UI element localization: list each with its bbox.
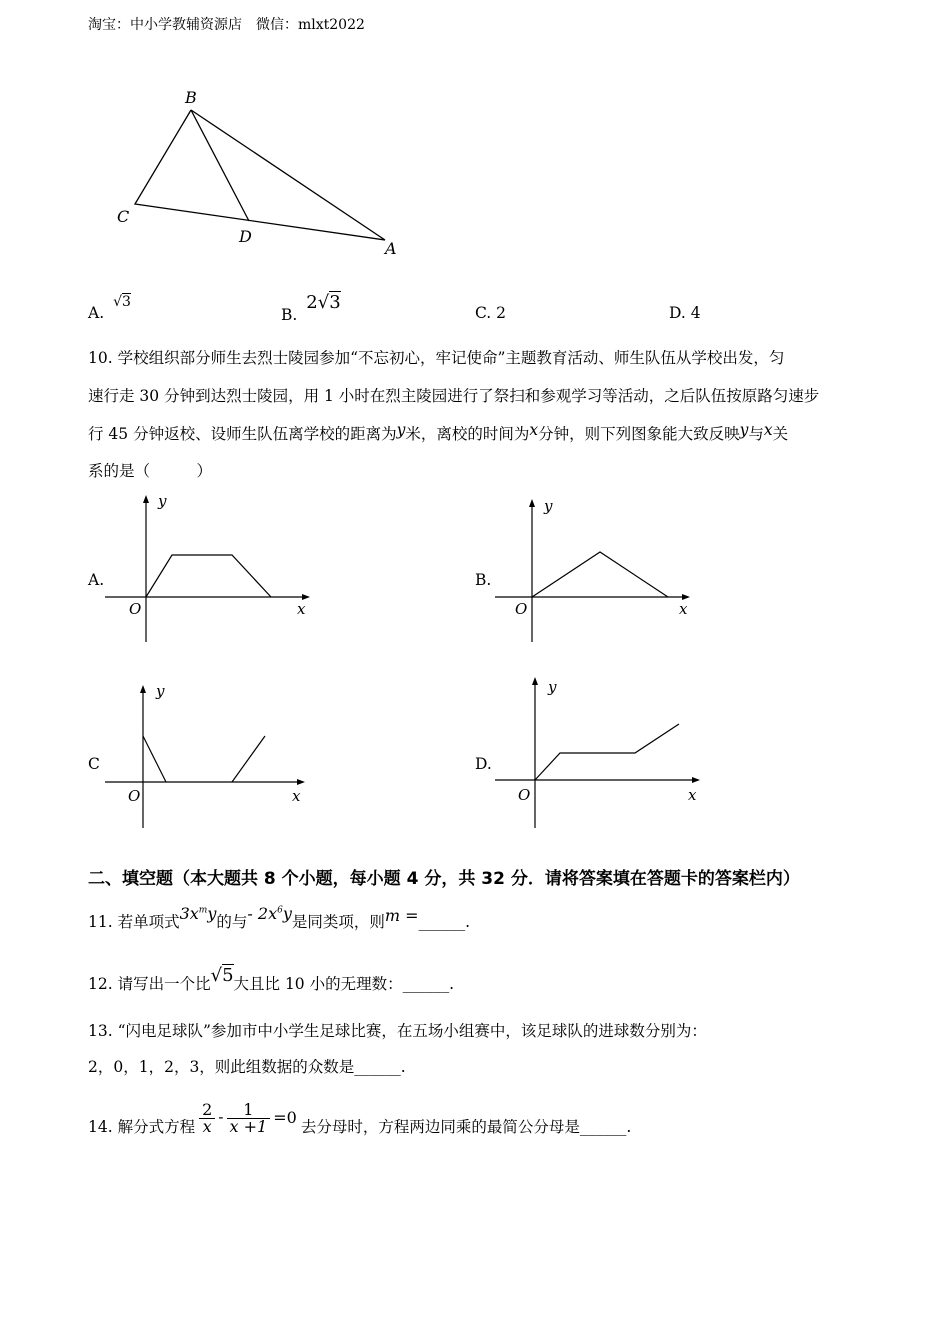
q10-line-4: 系的是（ ） [88,462,213,480]
x-axis-arrow [692,777,700,783]
q9-option-c: C. 2 [475,304,507,322]
fraction-1: $\frac{2}{x}$ [199,1102,215,1135]
q9-option-d: D. 4 [669,304,701,322]
q10-line-3: 行 45 分钟返校、设师生队伍离学校的距离为y米，离校的时间为x分钟，则下列图象能大致反映y与x关 [88,421,789,443]
graph-d-label: D. [475,755,492,773]
graph-c-label: C [88,755,100,773]
page-header: 淘宝：中小学教辅资源店 微信：mlxt2022 [88,17,365,33]
graph-line [535,724,679,780]
x-axis-arrow [297,779,305,785]
y-label: y [158,492,167,510]
y-axis-arrow [143,495,149,503]
section-2-title: 二、填空题（本大题共 8 个小题，每小题 4 分，共 32 分．请将答案填在答题卡的答案栏内） [88,869,800,889]
q13-line-1: 13. “闪电足球队”参加市中小学生足球比赛，在五场小组赛中，该足球队的进球数分别为： [88,1022,707,1040]
y-label: y [544,497,553,515]
sqrt-expression: √5 [210,965,234,986]
graph-c [100,680,320,840]
point-d-label: D [239,227,252,246]
graph-b [490,490,710,650]
vertex-a-label: A [385,239,397,258]
x-label: x [688,786,697,804]
origin-label: O [515,600,528,618]
graph-b-label: B. [475,571,492,589]
sqrt-expression: 2√3 [306,292,341,313]
vertex-c-label: C [117,207,130,226]
q10-line-1: 10. 学校组织部分师生去烈士陵园参加“不忘初心，牢记使命”主题教育活动、师生队伍从学校出发，匀 [88,349,785,367]
graph-d [490,672,720,832]
x-label: x [679,600,688,618]
graph-line [146,555,271,597]
graph-a-label: A. [88,571,105,589]
vertex-b-label: B [185,88,197,107]
q13-line-2: 2，0，1，2，3，则此组数据的众数是______. [88,1058,406,1076]
q14: 14. 解分式方程 $\frac{2}{x}$ - $\frac{1}{x +1}$ =0 去分母时，方程两边同乘的最简公分母是______. [88,1099,632,1137]
y-axis-arrow [140,685,146,693]
origin-label: O [129,600,142,618]
triangle-outline [135,110,385,240]
segment-bd [191,110,249,221]
graph-line-ascending [232,736,265,782]
origin-label: O [518,786,531,804]
q12: 12. 请写出一个比√5大且比 10 小的无理数：______. [88,965,455,993]
y-axis-arrow [529,499,535,507]
q9-option-b: B. 2√3 [281,292,341,324]
origin-label: O [128,787,141,805]
x-label: x [292,787,301,805]
fraction-2: $\frac{1}{x +1}$ [227,1102,271,1135]
y-label: y [156,682,165,700]
q10-line-2: 速行走 30 分钟到达烈士陵园，用 1 小时在烈主陵园进行了祭扫和参观学习等活动，之后队伍按原路匀速步 [88,387,820,405]
y-axis-arrow [532,677,538,685]
q9-option-a: A. √3 [88,294,131,322]
x-label: x [297,600,306,618]
q11: 11. 若单项式$3x^my$的与- $2x^6y$是同类项，则m =______. [88,904,470,931]
graph-a [100,490,320,650]
graph-line-descending [143,736,166,782]
triangle-figure [100,80,420,270]
sqrt-expression: √3 [113,294,131,310]
y-label: y [548,678,557,696]
graph-line [532,552,668,597]
